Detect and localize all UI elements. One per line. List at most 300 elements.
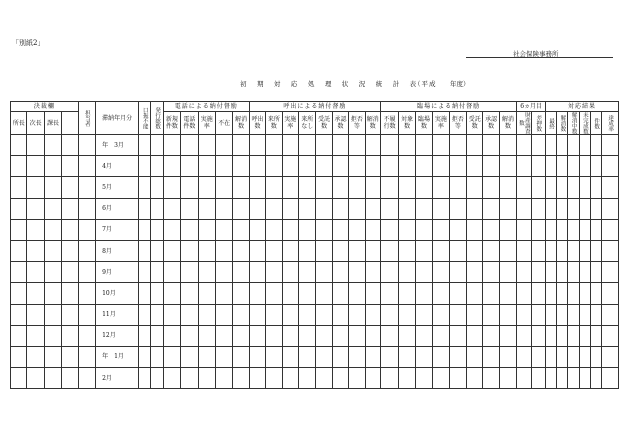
data-cell[interactable] xyxy=(181,219,198,240)
data-cell[interactable] xyxy=(415,283,432,304)
data-cell[interactable] xyxy=(332,304,348,325)
data-cell[interactable] xyxy=(266,283,282,304)
data-cell[interactable] xyxy=(44,304,61,325)
data-cell[interactable] xyxy=(233,304,249,325)
data-cell[interactable] xyxy=(233,177,249,198)
data-cell[interactable] xyxy=(349,368,365,389)
data-cell[interactable] xyxy=(433,346,449,367)
data-cell[interactable] xyxy=(27,198,44,219)
data-cell[interactable] xyxy=(483,198,499,219)
data-cell[interactable] xyxy=(298,283,315,304)
data-cell[interactable] xyxy=(27,177,44,198)
data-cell[interactable] xyxy=(568,135,579,156)
data-cell[interactable] xyxy=(316,368,332,389)
data-cell[interactable] xyxy=(233,262,249,283)
data-cell[interactable] xyxy=(467,283,483,304)
data-cell[interactable] xyxy=(579,346,590,367)
data-cell[interactable] xyxy=(415,135,432,156)
data-cell[interactable] xyxy=(163,219,180,240)
data-cell[interactable] xyxy=(151,368,163,389)
data-cell[interactable] xyxy=(198,177,215,198)
data-cell[interactable] xyxy=(78,304,95,325)
data-cell[interactable] xyxy=(62,283,78,304)
data-cell[interactable] xyxy=(249,346,265,367)
data-cell[interactable] xyxy=(557,135,568,156)
data-cell[interactable] xyxy=(44,219,61,240)
data-cell[interactable] xyxy=(415,346,432,367)
data-cell[interactable] xyxy=(332,219,348,240)
data-cell[interactable] xyxy=(602,283,619,304)
data-cell[interactable] xyxy=(591,262,602,283)
data-cell[interactable] xyxy=(198,368,215,389)
data-cell[interactable] xyxy=(11,219,27,240)
data-cell[interactable] xyxy=(545,177,556,198)
data-cell[interactable] xyxy=(467,325,483,346)
data-cell[interactable] xyxy=(215,219,232,240)
data-cell[interactable] xyxy=(163,262,180,283)
data-cell[interactable] xyxy=(467,156,483,177)
data-cell[interactable] xyxy=(517,198,531,219)
data-cell[interactable] xyxy=(531,198,545,219)
data-cell[interactable] xyxy=(163,177,180,198)
data-cell[interactable] xyxy=(249,177,265,198)
data-cell[interactable] xyxy=(266,304,282,325)
data-cell[interactable] xyxy=(163,198,180,219)
data-cell[interactable] xyxy=(602,156,619,177)
data-cell[interactable] xyxy=(139,219,151,240)
data-cell[interactable] xyxy=(591,198,602,219)
data-cell[interactable] xyxy=(568,368,579,389)
data-cell[interactable] xyxy=(483,156,499,177)
data-cell[interactable] xyxy=(449,325,466,346)
data-cell[interactable] xyxy=(483,135,499,156)
data-cell[interactable] xyxy=(27,346,44,367)
data-cell[interactable] xyxy=(198,135,215,156)
data-cell[interactable] xyxy=(282,283,298,304)
data-cell[interactable] xyxy=(198,240,215,261)
data-cell[interactable] xyxy=(233,325,249,346)
data-cell[interactable] xyxy=(298,198,315,219)
data-cell[interactable] xyxy=(163,156,180,177)
data-cell[interactable] xyxy=(433,368,449,389)
data-cell[interactable] xyxy=(531,240,545,261)
data-cell[interactable] xyxy=(591,325,602,346)
data-cell[interactable] xyxy=(467,346,483,367)
data-cell[interactable] xyxy=(282,325,298,346)
data-cell[interactable] xyxy=(568,198,579,219)
data-cell[interactable] xyxy=(11,135,27,156)
data-cell[interactable] xyxy=(332,325,348,346)
data-cell[interactable] xyxy=(467,177,483,198)
data-cell[interactable] xyxy=(365,368,380,389)
data-cell[interactable] xyxy=(316,304,332,325)
data-cell[interactable] xyxy=(266,325,282,346)
data-cell[interactable] xyxy=(483,219,499,240)
data-cell[interactable] xyxy=(298,304,315,325)
data-cell[interactable] xyxy=(332,283,348,304)
data-cell[interactable] xyxy=(215,156,232,177)
data-cell[interactable] xyxy=(415,219,432,240)
data-cell[interactable] xyxy=(62,135,78,156)
data-cell[interactable] xyxy=(44,262,61,283)
data-cell[interactable] xyxy=(399,219,415,240)
data-cell[interactable] xyxy=(467,198,483,219)
data-cell[interactable] xyxy=(266,198,282,219)
data-cell[interactable] xyxy=(517,240,531,261)
data-cell[interactable] xyxy=(181,177,198,198)
data-cell[interactable] xyxy=(579,283,590,304)
data-cell[interactable] xyxy=(78,156,95,177)
data-cell[interactable] xyxy=(499,346,516,367)
data-cell[interactable] xyxy=(531,325,545,346)
data-cell[interactable] xyxy=(545,156,556,177)
data-cell[interactable] xyxy=(27,304,44,325)
data-cell[interactable] xyxy=(499,198,516,219)
data-cell[interactable] xyxy=(198,156,215,177)
data-cell[interactable] xyxy=(517,219,531,240)
data-cell[interactable] xyxy=(579,135,590,156)
data-cell[interactable] xyxy=(365,283,380,304)
data-cell[interactable] xyxy=(316,346,332,367)
data-cell[interactable] xyxy=(557,219,568,240)
data-cell[interactable] xyxy=(215,368,232,389)
data-cell[interactable] xyxy=(579,304,590,325)
data-cell[interactable] xyxy=(568,346,579,367)
data-cell[interactable] xyxy=(198,262,215,283)
data-cell[interactable] xyxy=(181,346,198,367)
data-cell[interactable] xyxy=(545,135,556,156)
data-cell[interactable] xyxy=(449,177,466,198)
data-cell[interactable] xyxy=(557,198,568,219)
data-cell[interactable] xyxy=(139,135,151,156)
data-cell[interactable] xyxy=(282,156,298,177)
data-cell[interactable] xyxy=(399,156,415,177)
data-cell[interactable] xyxy=(483,240,499,261)
data-cell[interactable] xyxy=(365,177,380,198)
data-cell[interactable] xyxy=(380,262,398,283)
data-cell[interactable] xyxy=(233,346,249,367)
data-cell[interactable] xyxy=(78,368,95,389)
data-cell[interactable] xyxy=(249,240,265,261)
data-cell[interactable] xyxy=(139,240,151,261)
data-cell[interactable] xyxy=(139,346,151,367)
data-cell[interactable] xyxy=(365,240,380,261)
data-cell[interactable] xyxy=(602,325,619,346)
data-cell[interactable] xyxy=(568,177,579,198)
data-cell[interactable] xyxy=(78,198,95,219)
data-cell[interactable] xyxy=(433,240,449,261)
data-cell[interactable] xyxy=(163,346,180,367)
data-cell[interactable] xyxy=(44,177,61,198)
data-cell[interactable] xyxy=(11,156,27,177)
data-cell[interactable] xyxy=(380,177,398,198)
data-cell[interactable] xyxy=(380,219,398,240)
data-cell[interactable] xyxy=(249,368,265,389)
data-cell[interactable] xyxy=(11,240,27,261)
data-cell[interactable] xyxy=(266,156,282,177)
data-cell[interactable] xyxy=(282,346,298,367)
data-cell[interactable] xyxy=(316,325,332,346)
data-cell[interactable] xyxy=(11,304,27,325)
data-cell[interactable] xyxy=(198,304,215,325)
data-cell[interactable] xyxy=(11,368,27,389)
data-cell[interactable] xyxy=(467,219,483,240)
data-cell[interactable] xyxy=(266,240,282,261)
data-cell[interactable] xyxy=(483,262,499,283)
data-cell[interactable] xyxy=(449,283,466,304)
data-cell[interactable] xyxy=(11,283,27,304)
data-cell[interactable] xyxy=(380,198,398,219)
data-cell[interactable] xyxy=(78,135,95,156)
data-cell[interactable] xyxy=(483,304,499,325)
data-cell[interactable] xyxy=(233,240,249,261)
data-cell[interactable] xyxy=(579,325,590,346)
data-cell[interactable] xyxy=(266,219,282,240)
data-cell[interactable] xyxy=(44,135,61,156)
data-cell[interactable] xyxy=(579,198,590,219)
data-cell[interactable] xyxy=(332,135,348,156)
data-cell[interactable] xyxy=(499,240,516,261)
data-cell[interactable] xyxy=(349,135,365,156)
data-cell[interactable] xyxy=(198,198,215,219)
data-cell[interactable] xyxy=(545,283,556,304)
data-cell[interactable] xyxy=(483,283,499,304)
data-cell[interactable] xyxy=(11,177,27,198)
data-cell[interactable] xyxy=(349,198,365,219)
data-cell[interactable] xyxy=(62,325,78,346)
data-cell[interactable] xyxy=(531,219,545,240)
data-cell[interactable] xyxy=(316,177,332,198)
data-cell[interactable] xyxy=(139,283,151,304)
data-cell[interactable] xyxy=(579,156,590,177)
data-cell[interactable] xyxy=(139,325,151,346)
data-cell[interactable] xyxy=(78,325,95,346)
data-cell[interactable] xyxy=(349,156,365,177)
data-cell[interactable] xyxy=(483,368,499,389)
data-cell[interactable] xyxy=(557,177,568,198)
data-cell[interactable] xyxy=(139,304,151,325)
data-cell[interactable] xyxy=(282,135,298,156)
data-cell[interactable] xyxy=(78,177,95,198)
data-cell[interactable] xyxy=(483,177,499,198)
data-cell[interactable] xyxy=(11,325,27,346)
data-cell[interactable] xyxy=(78,262,95,283)
data-cell[interactable] xyxy=(415,177,432,198)
data-cell[interactable] xyxy=(365,346,380,367)
data-cell[interactable] xyxy=(399,283,415,304)
data-cell[interactable] xyxy=(181,135,198,156)
data-cell[interactable] xyxy=(591,368,602,389)
data-cell[interactable] xyxy=(415,325,432,346)
data-cell[interactable] xyxy=(298,135,315,156)
data-cell[interactable] xyxy=(249,198,265,219)
data-cell[interactable] xyxy=(568,156,579,177)
data-cell[interactable] xyxy=(449,219,466,240)
data-cell[interactable] xyxy=(433,198,449,219)
data-cell[interactable] xyxy=(399,240,415,261)
data-cell[interactable] xyxy=(316,135,332,156)
data-cell[interactable] xyxy=(151,135,163,156)
data-cell[interactable] xyxy=(499,368,516,389)
data-cell[interactable] xyxy=(62,368,78,389)
data-cell[interactable] xyxy=(365,219,380,240)
data-cell[interactable] xyxy=(602,219,619,240)
data-cell[interactable] xyxy=(449,240,466,261)
data-cell[interactable] xyxy=(579,262,590,283)
data-cell[interactable] xyxy=(332,262,348,283)
data-cell[interactable] xyxy=(365,156,380,177)
data-cell[interactable] xyxy=(27,219,44,240)
data-cell[interactable] xyxy=(499,156,516,177)
data-cell[interactable] xyxy=(151,156,163,177)
data-cell[interactable] xyxy=(78,240,95,261)
data-cell[interactable] xyxy=(499,304,516,325)
data-cell[interactable] xyxy=(215,240,232,261)
data-cell[interactable] xyxy=(365,262,380,283)
data-cell[interactable] xyxy=(62,219,78,240)
data-cell[interactable] xyxy=(517,262,531,283)
data-cell[interactable] xyxy=(233,156,249,177)
data-cell[interactable] xyxy=(467,368,483,389)
data-cell[interactable] xyxy=(380,283,398,304)
data-cell[interactable] xyxy=(139,177,151,198)
data-cell[interactable] xyxy=(449,304,466,325)
data-cell[interactable] xyxy=(399,304,415,325)
data-cell[interactable] xyxy=(151,325,163,346)
data-cell[interactable] xyxy=(249,135,265,156)
data-cell[interactable] xyxy=(591,177,602,198)
data-cell[interactable] xyxy=(433,283,449,304)
data-cell[interactable] xyxy=(517,346,531,367)
data-cell[interactable] xyxy=(44,240,61,261)
data-cell[interactable] xyxy=(181,283,198,304)
data-cell[interactable] xyxy=(62,198,78,219)
data-cell[interactable] xyxy=(579,240,590,261)
data-cell[interactable] xyxy=(602,304,619,325)
data-cell[interactable] xyxy=(499,219,516,240)
data-cell[interactable] xyxy=(399,368,415,389)
data-cell[interactable] xyxy=(531,283,545,304)
data-cell[interactable] xyxy=(233,198,249,219)
data-cell[interactable] xyxy=(198,283,215,304)
data-cell[interactable] xyxy=(449,156,466,177)
data-cell[interactable] xyxy=(44,198,61,219)
data-cell[interactable] xyxy=(181,198,198,219)
data-cell[interactable] xyxy=(545,325,556,346)
data-cell[interactable] xyxy=(27,135,44,156)
data-cell[interactable] xyxy=(139,368,151,389)
data-cell[interactable] xyxy=(181,240,198,261)
data-cell[interactable] xyxy=(266,177,282,198)
data-cell[interactable] xyxy=(11,346,27,367)
data-cell[interactable] xyxy=(415,156,432,177)
data-cell[interactable] xyxy=(44,283,61,304)
data-cell[interactable] xyxy=(579,219,590,240)
data-cell[interactable] xyxy=(181,156,198,177)
data-cell[interactable] xyxy=(349,240,365,261)
data-cell[interactable] xyxy=(433,177,449,198)
data-cell[interactable] xyxy=(467,304,483,325)
data-cell[interactable] xyxy=(499,325,516,346)
data-cell[interactable] xyxy=(579,177,590,198)
data-cell[interactable] xyxy=(151,304,163,325)
data-cell[interactable] xyxy=(282,368,298,389)
data-cell[interactable] xyxy=(568,240,579,261)
data-cell[interactable] xyxy=(349,325,365,346)
data-cell[interactable] xyxy=(316,198,332,219)
data-cell[interactable] xyxy=(380,304,398,325)
data-cell[interactable] xyxy=(449,368,466,389)
data-cell[interactable] xyxy=(557,156,568,177)
data-cell[interactable] xyxy=(151,219,163,240)
data-cell[interactable] xyxy=(282,262,298,283)
data-cell[interactable] xyxy=(380,346,398,367)
data-cell[interactable] xyxy=(62,156,78,177)
data-cell[interactable] xyxy=(591,135,602,156)
data-cell[interactable] xyxy=(602,240,619,261)
data-cell[interactable] xyxy=(249,219,265,240)
data-cell[interactable] xyxy=(545,368,556,389)
data-cell[interactable] xyxy=(78,219,95,240)
data-cell[interactable] xyxy=(282,219,298,240)
data-cell[interactable] xyxy=(499,283,516,304)
data-cell[interactable] xyxy=(591,240,602,261)
data-cell[interactable] xyxy=(298,346,315,367)
data-cell[interactable] xyxy=(380,240,398,261)
data-cell[interactable] xyxy=(163,240,180,261)
data-cell[interactable] xyxy=(249,325,265,346)
data-cell[interactable] xyxy=(467,240,483,261)
data-cell[interactable] xyxy=(298,262,315,283)
data-cell[interactable] xyxy=(399,135,415,156)
data-cell[interactable] xyxy=(365,304,380,325)
data-cell[interactable] xyxy=(316,240,332,261)
data-cell[interactable] xyxy=(557,240,568,261)
data-cell[interactable] xyxy=(298,368,315,389)
data-cell[interactable] xyxy=(298,219,315,240)
data-cell[interactable] xyxy=(163,368,180,389)
data-cell[interactable] xyxy=(44,325,61,346)
data-cell[interactable] xyxy=(332,198,348,219)
data-cell[interactable] xyxy=(380,135,398,156)
data-cell[interactable] xyxy=(27,368,44,389)
data-cell[interactable] xyxy=(11,262,27,283)
data-cell[interactable] xyxy=(399,198,415,219)
data-cell[interactable] xyxy=(449,198,466,219)
data-cell[interactable] xyxy=(44,346,61,367)
data-cell[interactable] xyxy=(517,325,531,346)
data-cell[interactable] xyxy=(349,177,365,198)
data-cell[interactable] xyxy=(591,283,602,304)
data-cell[interactable] xyxy=(316,156,332,177)
data-cell[interactable] xyxy=(27,156,44,177)
data-cell[interactable] xyxy=(517,135,531,156)
data-cell[interactable] xyxy=(399,325,415,346)
data-cell[interactable] xyxy=(62,304,78,325)
data-cell[interactable] xyxy=(349,304,365,325)
data-cell[interactable] xyxy=(181,262,198,283)
data-cell[interactable] xyxy=(545,304,556,325)
data-cell[interactable] xyxy=(139,262,151,283)
data-cell[interactable] xyxy=(27,240,44,261)
data-cell[interactable] xyxy=(433,325,449,346)
data-cell[interactable] xyxy=(62,346,78,367)
data-cell[interactable] xyxy=(602,135,619,156)
data-cell[interactable] xyxy=(415,304,432,325)
data-cell[interactable] xyxy=(233,368,249,389)
data-cell[interactable] xyxy=(316,283,332,304)
data-cell[interactable] xyxy=(415,240,432,261)
